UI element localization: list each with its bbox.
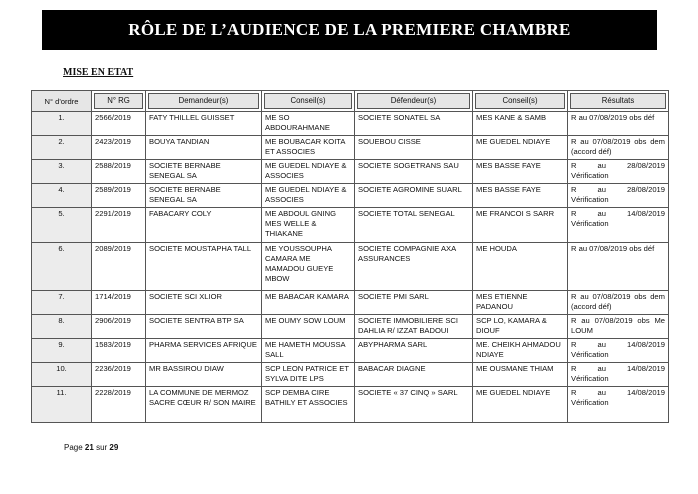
cell-conseil-demandeur: ME GUEDEL NDIAYE & ASSOCIES (262, 160, 355, 184)
cell-num: 5. (32, 208, 92, 243)
cell-rg: 2589/2019 (92, 184, 146, 208)
document-title (42, 10, 657, 50)
cell-conseil-defendeur: ME. CHEIKH AHMADOU NDIAYE (473, 339, 568, 363)
cell-num: 3. (32, 160, 92, 184)
cell-defendeur: SOCIETE AGROMINE SUARL (355, 184, 473, 208)
cell-resultat: R au 07/08/2019 obs dem (accord déf) (568, 291, 669, 315)
cell-num: 9. (32, 339, 92, 363)
cell-conseil-defendeur: MES ETIENNE PADANOU (473, 291, 568, 315)
cell-demandeur: SOCIETE SENTRA BTP SA (146, 315, 262, 339)
header-rg-label: N° RG (94, 93, 143, 109)
cell-conseil-defendeur: ME FRANCOI S SARR (473, 208, 568, 243)
table-row (32, 315, 669, 339)
cell-demandeur: SOCIETE SCI XLIOR (146, 291, 262, 315)
cell-defendeur: SOCIETE PMI SARL (355, 291, 473, 315)
cell-defendeur: SOUEBOU CISSE (355, 136, 473, 160)
cell-conseil-defendeur: MES BASSE FAYE (473, 160, 568, 184)
cell-defendeur: SOCIETE IMMOBILIERE SCI DAHLIA R/ IZZAT BADOUI (355, 315, 473, 339)
cell-demandeur: PHARMA SERVICES AFRIQUE (146, 339, 262, 363)
header-resultats (568, 91, 669, 112)
cell-resultat: R au 28/08/2019 Vérification (568, 160, 669, 184)
cell-rg: 1583/2019 (92, 339, 146, 363)
header-num: N° d'ordre (32, 91, 92, 112)
cell-num: 11. (32, 387, 92, 423)
cell-demandeur: FATY THILLEL GUISSET (146, 112, 262, 136)
footer-prefix: Page (64, 443, 83, 452)
cell-defendeur: SOCIETE TOTAL SENEGAL (355, 208, 473, 243)
cell-conseil-demandeur: ME ABDOUL GNING MES WELLE & THIAKANE (262, 208, 355, 243)
table-row (32, 208, 669, 243)
cell-conseil-demandeur: ME OUMY SOW LOUM (262, 315, 355, 339)
cell-conseil-defendeur: ME GUEDEL NDIAYE (473, 387, 568, 423)
footer-total-pages: 29 (109, 443, 119, 452)
table-row (32, 184, 669, 208)
cell-resultat: R au 07/08/2019 obs dem (accord déf) (568, 136, 669, 160)
header-demandeur-label: Demandeur(s) (148, 93, 259, 109)
cell-defendeur: SOCIETE SOGETRANS SAU (355, 160, 473, 184)
header-defendeur (355, 91, 473, 112)
cell-demandeur: SOCIETE BERNABE SENEGAL SA (146, 184, 262, 208)
cell-rg: 1714/2019 (92, 291, 146, 315)
cell-conseil-demandeur: ME BABACAR KAMARA (262, 291, 355, 315)
header-rg (92, 91, 146, 112)
header-conseil-demandeur-label: Conseil(s) (264, 93, 352, 109)
cell-demandeur: MR BASSIROU DIAW (146, 363, 262, 387)
document-title-text: RÔLE DE L’AUDIENCE DE LA PREMIERE CHAMBRE (128, 20, 571, 39)
cell-num: 10. (32, 363, 92, 387)
header-conseil-defendeur-label: Conseil(s) (475, 93, 565, 109)
cell-num: 2. (32, 136, 92, 160)
table-row (32, 363, 669, 387)
cell-rg: 2423/2019 (92, 136, 146, 160)
cell-rg: 2228/2019 (92, 387, 146, 423)
header-defendeur-label: Défendeur(s) (357, 93, 470, 109)
table-row (32, 136, 669, 160)
cell-conseil-demandeur: ME YOUSSOUPHA CAMARA ME MAMADOU GUEYE MBOW (262, 243, 355, 291)
cell-num: 7. (32, 291, 92, 315)
cell-defendeur: SOCIETE COMPAGNIE AXA ASSURANCES (355, 243, 473, 291)
cell-num: 1. (32, 112, 92, 136)
cell-defendeur: ABYPHARMA SARL (355, 339, 473, 363)
cell-rg: 2291/2019 (92, 208, 146, 243)
cell-conseil-defendeur: SCP LO, KAMARA & DIOUF (473, 315, 568, 339)
cell-num: 4. (32, 184, 92, 208)
table-row (32, 339, 669, 363)
cell-rg: 2566/2019 (92, 112, 146, 136)
header-conseil-demandeur (262, 91, 355, 112)
cell-num: 8. (32, 315, 92, 339)
cell-conseil-defendeur: ME GUEDEL NDIAYE (473, 136, 568, 160)
cell-defendeur: BABACAR DIAGNE (355, 363, 473, 387)
cell-resultat: R au 14/08/2019 Vérification (568, 339, 669, 363)
cell-conseil-defendeur: ME HOUDA (473, 243, 568, 291)
cell-resultat: R au 07/08/2019 obs déf (568, 112, 669, 136)
cell-conseil-demandeur: ME HAMETH MOUSSA SALL (262, 339, 355, 363)
cell-conseil-demandeur: SCP DEMBA CIRE BATHILY ET ASSOCIES (262, 387, 355, 423)
cell-resultat: R au 28/08/2019 Vérification (568, 184, 669, 208)
cell-conseil-demandeur: ME BOUBACAR KOITA ET ASSOCIES (262, 136, 355, 160)
cell-conseil-defendeur: MES KANE & SAMB (473, 112, 568, 136)
cell-demandeur: LA COMMUNE DE MERMOZ SACRE CŒUR R/ SON MAIRE (146, 387, 262, 423)
table-row (32, 243, 669, 291)
cell-resultat: R au 07/08/2019 obs déf (568, 243, 669, 291)
footer-page-number: 21 (84, 443, 94, 452)
cell-num: 6. (32, 243, 92, 291)
hearing-roll-table (31, 90, 669, 423)
cell-resultat: R au 07/08/2019 obs Me LOUM (568, 315, 669, 339)
footer-middle: sur (96, 443, 108, 452)
cell-demandeur: SOCIETE MOUSTAPHA TALL (146, 243, 262, 291)
table-row (32, 291, 669, 315)
cell-conseil-defendeur: ME OUSMANE THIAM (473, 363, 568, 387)
cell-demandeur: FABACARY COLY (146, 208, 262, 243)
cell-rg: 2906/2019 (92, 315, 146, 339)
header-conseil-defendeur (473, 91, 568, 112)
cell-rg: 2236/2019 (92, 363, 146, 387)
cell-conseil-demandeur: SCP LEON PATRICE ET SYLVA DITE LPS (262, 363, 355, 387)
header-demandeur (146, 91, 262, 112)
table-row (32, 160, 669, 184)
cell-conseil-defendeur: MES BASSE FAYE (473, 184, 568, 208)
cell-defendeur: SOCIETE « 37 CINQ » SARL (355, 387, 473, 423)
section-heading: MISE EN ETAT (63, 67, 134, 78)
cell-rg: 2588/2019 (92, 160, 146, 184)
page-footer (64, 443, 118, 452)
cell-conseil-demandeur: ME GUEDEL NDIAYE & ASSOCIES (262, 184, 355, 208)
cell-resultat: R au 14/08/2019 Vérification (568, 387, 669, 423)
cell-rg: 2089/2019 (92, 243, 146, 291)
cell-demandeur: SOCIETE BERNABE SENEGAL SA (146, 160, 262, 184)
table-header-row (32, 91, 669, 112)
cell-demandeur: BOUYA TANDIAN (146, 136, 262, 160)
cell-defendeur: SOCIETE SONATEL SA (355, 112, 473, 136)
header-resultats-label: Résultats (570, 93, 666, 109)
table-row (32, 387, 669, 423)
cell-conseil-demandeur: ME SO ABDOURAHMANE (262, 112, 355, 136)
cell-resultat: R au 14/08/2019 Vérification (568, 363, 669, 387)
cell-resultat: R au 14/08/2019 Vérification (568, 208, 669, 243)
table-row (32, 112, 669, 136)
